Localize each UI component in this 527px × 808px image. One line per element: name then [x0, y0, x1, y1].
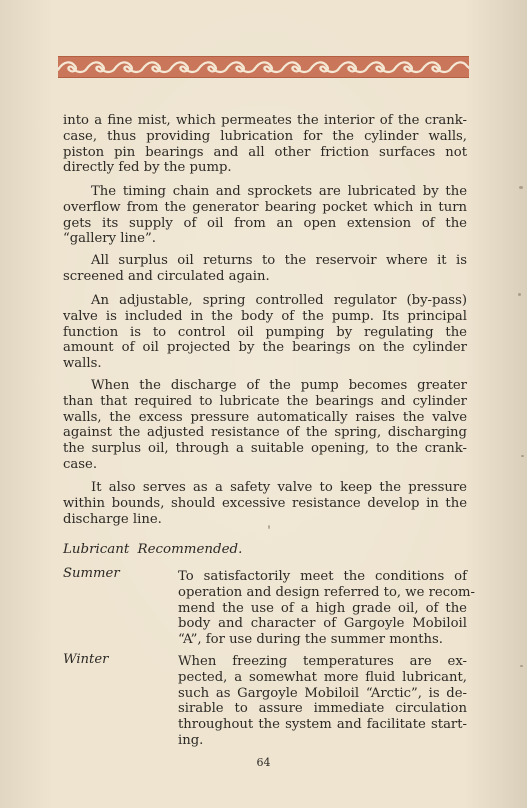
text-line: screened and circulated again. — [63, 268, 270, 284]
paragraph-timing-chain — [63, 184, 467, 247]
text-line: It also serves as a safety valve to keep the pressure — [91, 480, 467, 495]
paragraph-regulator-valve — [63, 293, 467, 372]
text-line: the surplus oil, through a suitable opening, to the crank- — [63, 441, 467, 457]
text-line: pected, a somewhat more fluid lubricant, — [178, 669, 467, 685]
text-line: valve is included in the body of the pump. Its principal — [63, 308, 467, 324]
decorative-wave-border — [58, 56, 469, 78]
winter-label: Winter — [63, 652, 109, 667]
text-line: ing. — [178, 732, 204, 748]
text-line: body and character of Gargoyle Mobiloil — [178, 616, 467, 632]
text-line: such as Gargoyle Mobiloil “Arctic”, is de- — [178, 685, 467, 701]
text-line: When the discharge of the pump becomes greater — [91, 378, 467, 393]
text-line: gets its supply of oil from an open extension of the — [63, 215, 467, 231]
paper-speck — [518, 293, 521, 296]
summer-label: Summer — [63, 566, 120, 581]
page-number: 64 — [256, 756, 271, 769]
text-line: than that required to lubricate the bearings and cylinder — [63, 393, 467, 409]
text-line: When freezing temperatures are ex- — [178, 654, 467, 669]
winter-recommendation — [178, 654, 467, 749]
paper-speck — [520, 665, 523, 667]
text-line: throughout the system and facilitate start- — [178, 717, 467, 733]
paper-speck — [268, 525, 270, 529]
text-line: against the adjusted resistance of the spring, discharging — [63, 425, 467, 441]
text-line: directly fed by the pump. — [63, 160, 232, 176]
text-line: “gallery line”. — [63, 231, 156, 247]
text-line: amount of oil projected by the bearings on the cylinder — [63, 340, 467, 356]
text-line: “A”, for use during the summer months. — [178, 632, 443, 648]
text-line: within bounds, should excessive resistance develop in the — [63, 495, 467, 511]
paper-speck — [519, 186, 523, 189]
text-line: The timing chain and sprockets are lubricated by the — [91, 184, 467, 199]
text-line: function is to control oil pumping by regulating the — [63, 324, 467, 340]
lubricant-heading: Lubricant Recommended. — [63, 542, 243, 557]
summer-recommendation — [178, 569, 475, 648]
text-line: sirable to assure immediate circulation — [178, 701, 467, 717]
text-line: All surplus oil returns to the reservoir where it is — [91, 253, 467, 268]
wave-pattern — [58, 57, 469, 77]
text-line: walls, the excess pressure automatically raises the valve — [63, 409, 467, 425]
text-line: piston pin bearings and all other friction surfaces not — [63, 144, 467, 160]
text-line: To satisfactorily meet the conditions of — [178, 569, 467, 584]
text-line: mend the use of a high grade oil, of the — [178, 600, 467, 616]
paragraph-safety-valve — [63, 480, 467, 527]
paragraph-crankcase-mist — [63, 113, 467, 176]
text-line: case. — [63, 456, 98, 472]
text-line: operation and design referred to, we recom- — [178, 584, 475, 600]
text-line: overflow from the generator bearing pocket which in turn — [63, 199, 467, 215]
text-line: An adjustable, spring controlled regulator (by-pass) — [91, 293, 467, 308]
text-line: discharge line. — [63, 511, 162, 527]
text-line: case, thus providing lubrication for the cylinder walls, — [63, 128, 467, 144]
paper-speck — [521, 455, 524, 457]
paragraph-pump-discharge — [63, 378, 467, 473]
text-line: into a fine mist, which permeates the interior of the crank- — [63, 113, 467, 128]
text-line: walls. — [63, 356, 102, 372]
paragraph-surplus-oil — [63, 253, 467, 285]
